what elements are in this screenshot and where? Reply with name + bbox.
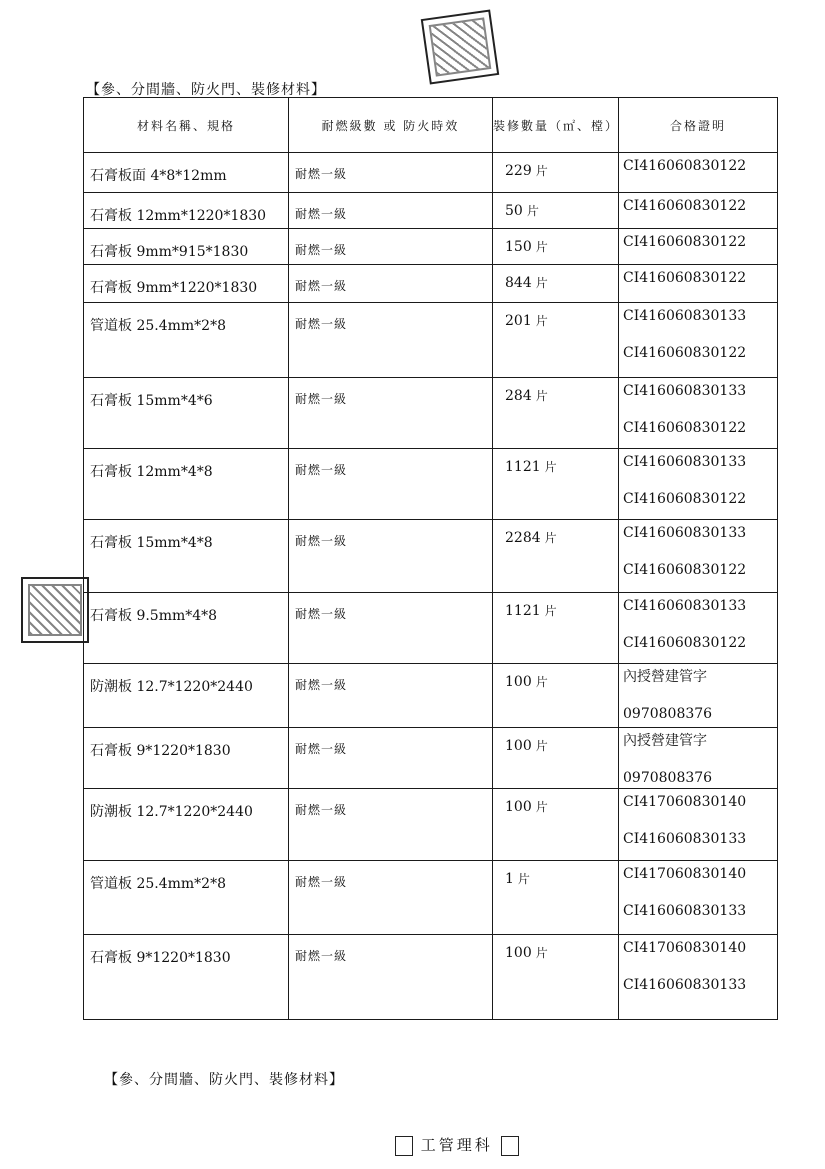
header-quantity: 裝修數量（㎡、樘） [493,98,619,153]
certification-cell [619,449,778,520]
footer-mark-icon [501,1136,519,1156]
material-name-cell: 防潮板 12.7*1220*2440 [84,789,289,861]
fire-rating-cell: 耐燃一級 [289,520,493,593]
fire-rating-cell: 耐燃一級 [289,303,493,378]
certification-cell [619,378,778,449]
certificate-number: 0970808376 [623,706,713,722]
quantity-unit: 片 [535,389,548,403]
quantity-unit: 片 [535,946,548,960]
quantity-value: 1 [505,871,514,887]
certificate-number: CI416060830122 [623,491,747,507]
certification-cell [619,229,778,265]
section-title-repeat: 【參、分間牆、防火門、裝修材料】 [104,1072,344,1088]
quantity-cell [493,728,619,789]
quantity-unit: 片 [535,739,548,753]
footer-mark-icon [395,1136,413,1156]
certificate-number: CI416060830133 [623,454,747,470]
certificate-number: CI416060830133 [623,598,747,614]
fire-rating-cell: 耐燃一級 [289,193,493,229]
quantity-unit: 片 [526,204,539,218]
quantity-value: 100 [505,945,532,961]
certificate-number: 0970808376 [623,770,713,786]
quantity-value: 100 [505,738,532,754]
quantity-cell [493,153,619,193]
header-certification: 合格證明 [619,98,778,153]
certification-cell [619,520,778,593]
fire-rating-cell: 耐燃一級 [289,229,493,265]
table-row [84,664,778,728]
material-name-cell: 石膏板 9*1220*1830 [84,728,289,789]
quantity-unit: 片 [535,314,548,328]
certificate-number: CI416060830133 [623,308,747,324]
certification-cell [619,789,778,861]
certificate-number: CI417060830140 [623,866,747,882]
table-header-row [84,98,778,153]
footer-stamp-text: 工管理科 [420,1136,493,1154]
certification-cell [619,193,778,229]
table-row [84,153,778,193]
table-row [84,378,778,449]
certification-cell [619,935,778,1020]
quantity-cell [493,593,619,664]
certificate-number: CI416060830122 [623,234,747,250]
table-row [84,593,778,664]
certification-cell [619,861,778,935]
quantity-value: 201 [505,313,532,329]
material-name-cell: 石膏板面 4*8*12mm [84,153,289,193]
certification-cell [619,153,778,193]
table-row [84,935,778,1020]
certificate-number: CI416060830133 [623,903,747,919]
quantity-cell [493,265,619,303]
material-name-cell: 石膏板 9.5mm*4*8 [84,593,289,664]
table-row [84,303,778,378]
certificate-number: CI416060830122 [623,562,747,578]
fire-rating-cell: 耐燃一級 [289,449,493,520]
fire-rating-cell: 耐燃一級 [289,728,493,789]
quantity-value: 100 [505,799,532,815]
quantity-value: 2284 [505,530,541,546]
table-row [84,728,778,789]
fire-rating-cell: 耐燃一級 [289,861,493,935]
material-name-cell: 石膏板 15mm*4*6 [84,378,289,449]
certification-cell [619,728,778,789]
fire-rating-cell: 耐燃一級 [289,153,493,193]
quantity-unit: 片 [544,460,557,474]
quantity-value: 50 [505,203,523,219]
quantity-unit: 片 [535,164,548,178]
footer-stamp [395,1134,519,1156]
quantity-unit: 片 [535,240,548,254]
fire-rating-cell: 耐燃一級 [289,265,493,303]
quantity-unit: 片 [535,675,548,689]
quantity-value: 844 [505,275,532,291]
certificate-number: CI416060830133 [623,383,747,399]
certificate-number: CI416060830122 [623,270,747,286]
certificate-number: CI416060830122 [623,635,747,651]
table-row [84,229,778,265]
table-row [84,789,778,861]
certification-cell [619,265,778,303]
quantity-unit: 片 [535,800,548,814]
quantity-unit: 片 [544,604,557,618]
quantity-cell [493,229,619,265]
quantity-value: 1121 [505,459,541,475]
material-name-cell: 石膏板 12mm*1220*1830 [84,193,289,229]
quantity-cell [493,193,619,229]
quantity-cell [493,789,619,861]
header-material-name: 材料名稱、規格 [84,98,289,153]
certificate-number: CI416060830133 [623,525,747,541]
material-name-cell: 防潮板 12.7*1220*2440 [84,664,289,728]
quantity-cell [493,935,619,1020]
table-row [84,861,778,935]
certificate-number: CI417060830140 [623,940,747,956]
material-name-cell: 石膏板 9mm*915*1830 [84,229,289,265]
material-name-cell: 管道板 25.4mm*2*8 [84,303,289,378]
certification-cell [619,593,778,664]
header-fire-rating: 耐燃級數 或 防火時效 [289,98,493,153]
quantity-value: 229 [505,163,532,179]
material-name-cell: 石膏板 9*1220*1830 [84,935,289,1020]
quantity-cell [493,664,619,728]
quantity-cell [493,520,619,593]
quantity-cell [493,303,619,378]
fire-rating-cell: 耐燃一級 [289,789,493,861]
quantity-value: 284 [505,388,532,404]
fire-rating-cell: 耐燃一級 [289,664,493,728]
certificate-number: CI416060830133 [623,977,747,993]
seal-stamp-top [421,9,500,84]
quantity-cell [493,378,619,449]
certificate-number: CI417060830140 [623,794,747,810]
section-title: 【參、分間牆、防火門、裝修材料】 [86,82,326,98]
quantity-value: 150 [505,239,532,255]
material-name-cell: 石膏板 15mm*4*8 [84,520,289,593]
certificate-number: CI416060830133 [623,831,747,847]
table-row [84,449,778,520]
quantity-unit: 片 [517,872,530,886]
table-row [84,265,778,303]
quantity-cell [493,449,619,520]
certificate-number: 內授營建管字 [623,669,707,685]
materials-table [83,97,777,1039]
certificate-number: 內授營建管字 [623,733,707,749]
quantity-value: 1121 [505,603,541,619]
material-name-cell: 石膏板 9mm*1220*1830 [84,265,289,303]
certificate-number: CI416060830122 [623,198,747,214]
seal-stamp-left [21,577,89,643]
material-name-cell: 管道板 25.4mm*2*8 [84,861,289,935]
certificate-number: CI416060830122 [623,158,747,174]
certification-cell [619,664,778,728]
fire-rating-cell: 耐燃一級 [289,593,493,664]
quantity-value: 100 [505,674,532,690]
certificate-number: CI416060830122 [623,420,747,436]
quantity-cell [493,861,619,935]
quantity-unit: 片 [544,531,557,545]
table-row [84,520,778,593]
certification-cell [619,303,778,378]
quantity-unit: 片 [535,276,548,290]
fire-rating-cell: 耐燃一級 [289,935,493,1020]
table-row [84,193,778,229]
material-name-cell: 石膏板 12mm*4*8 [84,449,289,520]
fire-rating-cell: 耐燃一級 [289,378,493,449]
certificate-number: CI416060830122 [623,345,747,361]
